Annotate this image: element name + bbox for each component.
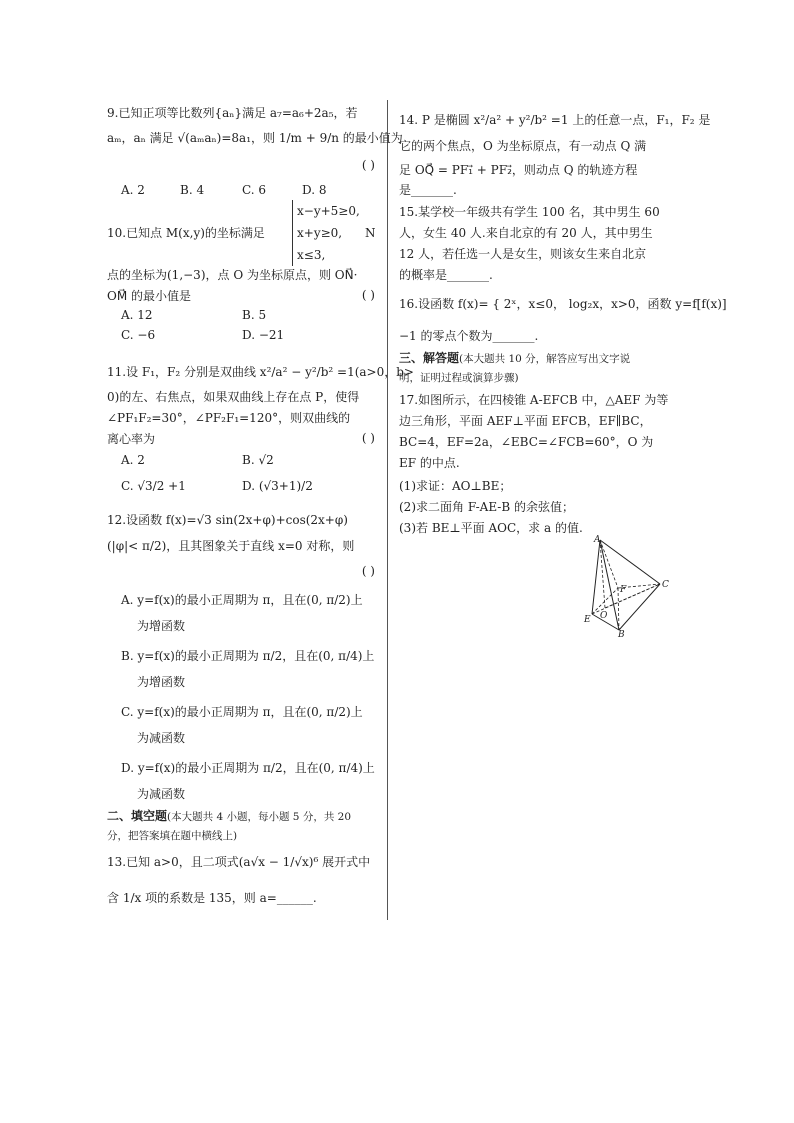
q12-option-b-line2: 为增函数 bbox=[137, 675, 186, 689]
q11-line4: 离心率为 bbox=[107, 432, 156, 446]
q13-line2: 含 1/x 项的系数是 135，则 a=______. bbox=[107, 891, 317, 905]
q9-option-b: B. 4 bbox=[180, 183, 205, 197]
q11-line1: 11.设 F₁，F₂ 分别是双曲线 x²/a² − y²/b² =1(a>0，b> bbox=[107, 365, 414, 379]
q10-option-b: B. 5 bbox=[242, 308, 267, 322]
q11-option-d: D. (√3+1)/2 bbox=[242, 479, 313, 493]
section2-header bbox=[107, 808, 351, 825]
section2-desc2: 分，把答案填在题中横线上) bbox=[107, 830, 238, 842]
q10-line3: OM⃗ 的最小值是 bbox=[107, 289, 192, 303]
q10-line1: 10.已知点 M(x,y)的坐标满足 bbox=[107, 226, 265, 240]
label-A: A bbox=[594, 535, 601, 545]
q17-line1: 17.如图所示，在四棱锥 A-EFCB 中，△AEF 为等 bbox=[399, 393, 669, 407]
q12-answer-paren: ( ) bbox=[361, 564, 375, 578]
q9-option-c: C. 6 bbox=[242, 183, 267, 197]
column-divider bbox=[387, 100, 388, 920]
section3-desc2: 明，证明过程或演算步骤) bbox=[399, 372, 519, 384]
q15-line2: 人，女生 40 人.来自北京的有 20 人，其中男生 bbox=[399, 226, 653, 240]
q9-answer-paren: ( ) bbox=[361, 158, 375, 172]
edge-AC bbox=[600, 540, 660, 584]
q12-option-d-line1: D. y=f(x)的最小正周期为 π/2，且在(0, π/4)上 bbox=[121, 761, 375, 775]
q9-option-d: D. 8 bbox=[302, 183, 327, 197]
q12-option-a-line1: A. y=f(x)的最小正周期为 π，且在(0, π/2)上 bbox=[121, 593, 363, 607]
q10-line1-tail: N bbox=[365, 226, 376, 240]
q11-option-b: B. √2 bbox=[242, 453, 274, 467]
q12-line1: 12.设函数 f(x)=√3 sin(2x+φ)+cos(2x+φ) bbox=[107, 513, 348, 527]
section3-desc1: (本大题共 10 分，解答应写出文字说 bbox=[459, 353, 631, 365]
q14-line1: 14. P 是椭圆 x²/a² + y²/b² =1 上的任意一点，F₁，F₂ 是 bbox=[399, 113, 711, 127]
q17-line2: 边三角形，平面 AEF⊥平面 EFCB，EF∥BC， bbox=[399, 414, 652, 428]
q10-option-d: D. −21 bbox=[242, 328, 285, 342]
q9-option-a: A. 2 bbox=[121, 183, 145, 197]
q11-option-c: C. √3/2 +1 bbox=[121, 479, 186, 493]
q17-line3: BC=4，EF=2a，∠EBC=∠FCB=60°，O 为 bbox=[399, 435, 654, 449]
q17-part2: (2)求二面角 F-AE-B 的余弦值； bbox=[399, 500, 574, 514]
label-O: O bbox=[600, 611, 608, 621]
q11-option-a: A. 2 bbox=[121, 453, 145, 467]
q14-line3: 足 OQ⃗ = PF₁⃗ + PF₂⃗，则动点 Q 的轨迹方程 bbox=[399, 163, 638, 177]
q11-line2: 0)的左、右焦点，如果双曲线上存在点 P，使得 bbox=[107, 390, 360, 404]
q10-system bbox=[292, 200, 360, 266]
q10-system-row2: x+y≥0, bbox=[297, 226, 343, 240]
label-F: F bbox=[620, 585, 627, 595]
q9-line1: 9.已知正项等比数列{aₙ}满足 a₇=a₆+2a₅，若 bbox=[107, 106, 358, 120]
q15-line4: 的概率是_______. bbox=[399, 268, 493, 282]
q12-line2: (|φ|< π/2)，且其图象关于直线 x=0 对称，则 bbox=[107, 539, 355, 553]
q15-line3: 12 人，若任选一人是女生，则该女生来自北京 bbox=[399, 247, 647, 261]
q17-part3: (3)若 BE⊥平面 AOC，求 a 的值. bbox=[399, 521, 583, 535]
q13-line1: 13.已知 a>0，且二项式(a√x − 1/√x)⁶ 展开式中 bbox=[107, 855, 371, 869]
q10-system-row3: x≤3, bbox=[297, 248, 326, 262]
pyramid-figure bbox=[582, 532, 672, 637]
q12-option-c-line2: 为减函数 bbox=[137, 731, 186, 745]
q9-line2: aₘ，aₙ 满足 √(aₘaₙ)=8a₁，则 1/m + 9/n 的最小值为 bbox=[107, 131, 403, 145]
q16-line1: 16.设函数 f(x)= { 2ˣ，x≤0， log₂x，x>0，函数 y=f[f(x)] bbox=[399, 297, 727, 311]
q10-option-a: A. 12 bbox=[121, 308, 153, 322]
label-B: B bbox=[618, 630, 625, 637]
q12-option-c-line1: C. y=f(x)的最小正周期为 π，且在(0, π/2)上 bbox=[121, 705, 363, 719]
edge-AE bbox=[592, 540, 600, 614]
label-E: E bbox=[584, 615, 591, 625]
q11-answer-paren: ( ) bbox=[361, 431, 375, 445]
q17-line4: EF 的中点. bbox=[399, 456, 460, 470]
q10-line2: 点的坐标为(1,−3)，点 O 为坐标原点，则 ON⃗· bbox=[107, 268, 358, 282]
q15-line1: 15.某学校一年级共有学生 100 名，其中男生 60 bbox=[399, 205, 660, 219]
section2-title: 二、填空题 bbox=[107, 809, 168, 823]
section2-desc1: (本大题共 4 小题，每小题 5 分，共 20 bbox=[167, 811, 352, 823]
q10-system-row1: x−y+5≥0, bbox=[297, 204, 360, 218]
q16-line2: −1 的零点个数为_______. bbox=[399, 329, 539, 343]
q14-line4: 是_______. bbox=[399, 183, 457, 197]
q14-line2: 它的两个焦点，O 为坐标原点，有一动点 Q 满 bbox=[399, 139, 647, 153]
q12-option-d-line2: 为减函数 bbox=[137, 787, 186, 801]
q10-option-c: C. −6 bbox=[121, 328, 156, 342]
q11-line3: ∠PF₁F₂=30°，∠PF₂F₁=120°，则双曲线的 bbox=[107, 411, 351, 425]
q10-answer-paren: ( ) bbox=[361, 288, 375, 302]
label-C: C bbox=[662, 580, 669, 590]
q17-part1: (1)求证：AO⊥BE； bbox=[399, 479, 512, 493]
section3-title: 三、解答题 bbox=[399, 351, 460, 365]
section3-header bbox=[399, 350, 630, 367]
q12-option-a-line2: 为增函数 bbox=[137, 619, 186, 633]
q12-option-b-line1: B. y=f(x)的最小正周期为 π/2，且在(0, π/4)上 bbox=[121, 649, 375, 663]
